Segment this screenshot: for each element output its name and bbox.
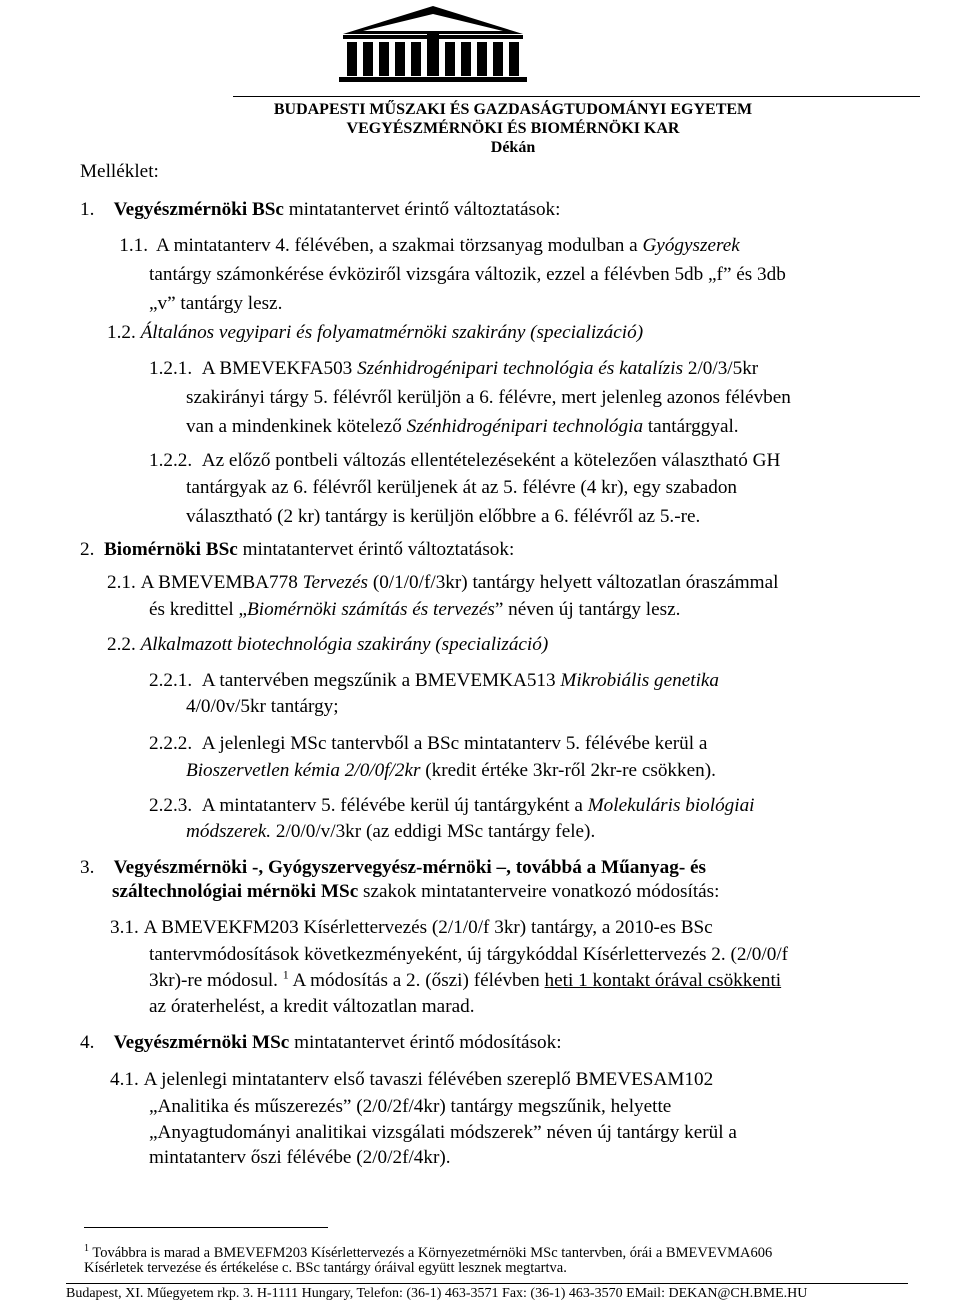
para-2-2-3-line-1: 2.2.3. A mintatanterv 5. félévébe kerül új tantárgyként a Molekuláris biológiai: [149, 795, 755, 816]
footnote-line-2: Kísérletek tervezése és értékelése c. BSc tantárgy óráival együtt lesznek megtartva.: [84, 1260, 567, 1276]
para-4-1-line-3: „Anyagtudományi analitikai vizsgálati módszerek” néven új tantárgy kerül a: [149, 1122, 737, 1143]
section-1-heading: 1. Vegyészmérnöki BSc mintatantervet érintő változtatások:: [80, 199, 561, 220]
para-2-1-line-1: 2.1. A BMEVEMBA778 Tervezés (0/1/0/f/3kr) tantárgy helyett változatlan óraszámmal: [107, 572, 779, 593]
attachment-label: Melléklet:: [80, 161, 159, 182]
para-2-2-2-line-1: 2.2.2. A jelenlegi MSc tantervből a BSc mintatanterv 5. félévébe kerül a: [149, 733, 708, 754]
office-name: Dékán: [490, 139, 536, 156]
university-name: BUDAPESTI MŰSZAKI ÉS GAZDASÁGTUDOMÁNYI EGYETEM: [273, 101, 753, 118]
section-3-heading-line-1: 3. Vegyészmérnöki -, Gyógyszervegyész-mérnöki –, továbbá a Műanyag- és: [80, 857, 707, 878]
para-2-1-line-2: és kredittel „Biomérnöki számítás és tervezés” néven új tantárgy lesz.: [149, 599, 681, 620]
para-1-1-line-1: 1.1. A mintatanterv 4. félévében, a szakmai törzsanyag modulban a Gyógyszerek: [119, 235, 740, 256]
para-3-1-line-4: az óraterhelést, a kredit változatlan marad.: [149, 996, 475, 1017]
para-4-1-line-2: „Analitika és műszerezés” (2/0/2f/4kr) tantárgy megszűnik, helyette: [149, 1096, 672, 1117]
para-2-2-1-line-2: 4/0/0v/5kr tantárgy;: [186, 696, 339, 717]
para-3-1-line-1: 3.1. A BMEVEKFM203 Kísérlettervezés (2/1/0/f 3kr) tantárgy, a 2010-es BSc: [110, 917, 713, 938]
para-3-1-line-2: tantervmódosítások következményeként, új tárgykóddal Kísérlettervezés 2. (2/0/0/f: [149, 944, 789, 965]
section-4-heading: 4. Vegyészmérnöki MSc mintatantervet érintő módosítások:: [80, 1032, 562, 1053]
para-1-2-1-line-3: van a mindenkinek kötelező Szénhidrogénipari technológia tantárggyal.: [186, 416, 739, 437]
footnote-line-1: $^1$ Továbbra is marad a BMEVEFM203 Kísérlettervezés a Környezetmérnöki MSc tantervben, órái a BMEVEVMA606: [84, 1243, 773, 1261]
footnote-divider: [84, 1227, 328, 1228]
para-1-1-line-2: tantárgy számonkérése évköziről vizsgára változik, ezzel a félévben 5db „f” és 3db: [149, 264, 786, 285]
para-4-1-line-4: mintatanterv őszi félévébe (2/0/2f/4kr).: [149, 1147, 451, 1168]
para-1-2-2-line-3: választható (2 kr) tantárgy is kerüljön előbbre a 6. félévről az 5.-re.: [186, 506, 701, 527]
para-4-1-line-1: 4.1. A jelenlegi mintatanterv első tavaszi félévében szereplő BMEVESAM102: [110, 1069, 714, 1090]
faculty-name: VEGYÉSZMÉRNÖKI ÉS BIOMÉRNÖKI KAR: [346, 120, 680, 137]
para-3-1-line-3: 3kr)-re módosul. $^1$ A módosítás a 2. (őszi) félévben heti 1 kontakt órával csökkenti: [149, 967, 782, 991]
para-2-2: 2.2. Alkalmazott biotechnológia szakirány (specializáció): [107, 634, 549, 655]
section-2-heading: 2. Biomérnöki BSc mintatantervet érintő változtatások:: [80, 539, 515, 560]
para-1-2-2-line-2: tantárgyak az 6. félévről kerüljenek át az 5. félévre (4 kr), egy szabadon: [186, 477, 738, 498]
para-1-2: 1.2. Általános vegyipari és folyamatmérnöki szakirány (specializáció): [107, 322, 644, 343]
para-2-2-3-line-2: módszerek. 2/0/0/v/3kr (az eddigi MSc tantárgy fele).: [186, 821, 596, 842]
para-1-2-2-line-1: 1.2.2. Az előző pontbeli változás ellentételezéseként a kötelezően választható GH: [149, 450, 781, 471]
para-1-2-1-line-2: szakirányi tárgy 5. félévről kerüljön a 6. félévre, mert jelenleg azonos félévben: [186, 387, 791, 408]
footer-divider: [66, 1283, 908, 1284]
footer-address: Budapest, XI. Műegyetem rkp. 3. H-1111 Hungary, Telefon: (36-1) 463-3571 Fax: (36-1) 463-3570 EMail: DEKAN@CH.BME.HU: [66, 1286, 808, 1301]
para-2-2-1-line-1: 2.2.1. A tantervében megszűnik a BMEVEMKA513 Mikrobiális genetika: [149, 670, 720, 691]
university-building-logo: [323, 4, 543, 84]
section-3-heading-line-2: száltechnológiai mérnöki MSc szakok mintatanterveire vonatkozó módosítás:: [112, 881, 720, 902]
header-divider: [233, 96, 920, 97]
para-1-1-line-3: „v” tantárgy lesz.: [149, 293, 283, 314]
para-2-2-2-line-2: Bioszervetlen kémia 2/0/0f/2kr (kredit értéke 3kr-ről 2kr-re csökken).: [186, 760, 716, 781]
para-1-2-1-line-1: 1.2.1. A BMEVEKFA503 Szénhidrogénipari technológia és katalízis 2/0/3/5kr: [149, 358, 759, 379]
